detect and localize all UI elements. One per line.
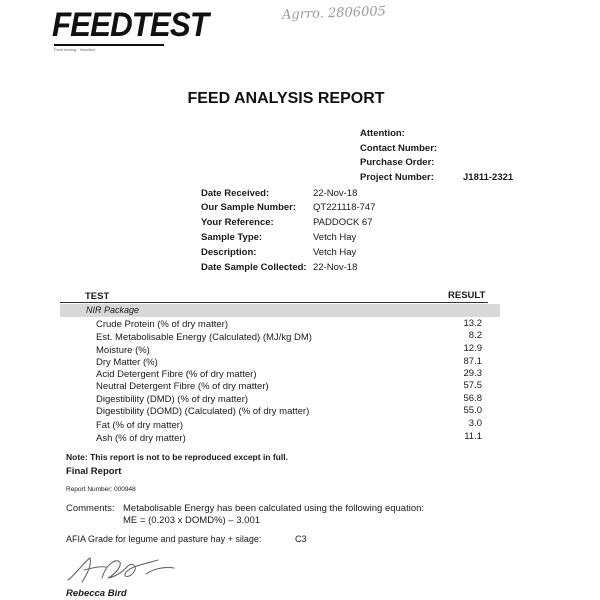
table-row-result: 87.1 xyxy=(463,356,482,367)
logo-underline xyxy=(54,44,164,46)
your-reference-label: Your Reference: xyxy=(201,217,274,228)
table-row-test: Digestibility (DMD) (% of dry matter) xyxy=(96,394,249,405)
table-row-test: Ash (% of dry matter) xyxy=(96,433,186,444)
table-row-test: Neutral Detergent Fibre (% of dry matter) xyxy=(96,381,269,392)
result-column-header: RESULT xyxy=(448,290,486,301)
sample-number-label: Our Sample Number: xyxy=(201,202,297,213)
date-received-label: Date Received: xyxy=(201,188,270,199)
contact-number-label: Contact Number: xyxy=(360,143,438,154)
purchase-order-label: Purchase Order: xyxy=(360,157,435,168)
date-collected-label: Date Sample Collected: xyxy=(201,262,307,273)
table-row-result: 11.1 xyxy=(464,431,482,442)
table-row-result: 57.5 xyxy=(463,380,482,391)
attention-label: Attention: xyxy=(360,128,405,139)
table-row-test: Crude Protein (% of dry matter) xyxy=(96,319,228,330)
project-number-label: Project Number: xyxy=(360,172,434,183)
reproduction-note: Note: This report is not to be reproduced except in full. xyxy=(66,452,288,462)
handwritten-note: Agrro. 2806005 xyxy=(281,4,387,23)
table-row-result: 3.0 xyxy=(468,418,482,429)
table-row-result: 13.2 xyxy=(463,318,482,329)
table-row-test: Fat (% of dry matter) xyxy=(96,420,184,431)
report-title: FEED ANALYSIS REPORT xyxy=(187,90,385,107)
comments-line-2: ME = (0.203 x DOMD%) – 3.001 xyxy=(123,515,261,526)
table-row-test: Dry Matter (%) xyxy=(96,357,158,368)
feedtest-logo: FEEDTEST xyxy=(52,6,209,44)
logo-tagline: Feed testing · Hamilton xyxy=(54,47,96,52)
table-row-test: Est. Metabolisable Energy (Calculated) (MJ/kg DM) xyxy=(96,332,312,343)
sample-type-value: Vetch Hay xyxy=(313,232,357,243)
table-row-result: 8.2 xyxy=(468,330,482,341)
signature-image xyxy=(62,552,182,586)
table-row-result: 29.3 xyxy=(463,368,482,379)
test-column-header: TEST xyxy=(85,291,110,302)
afia-grade-label: AFIA Grade for legume and pasture hay + silage: xyxy=(66,534,262,544)
your-reference-value: PADDOCK 67 xyxy=(313,217,373,228)
report-number: Report Number: 000948 xyxy=(66,486,136,493)
sample-number-value: QT221118-747 xyxy=(313,202,376,213)
table-row-result: 56.8 xyxy=(463,393,482,404)
comments-label: Comments: xyxy=(66,503,115,514)
signatory-name: Rebecca Bird xyxy=(66,588,127,599)
nir-package-label: NIR Package xyxy=(86,305,140,315)
sample-type-label: Sample Type: xyxy=(201,232,263,243)
date-received-value: 22-Nov-18 xyxy=(313,188,358,199)
description-label: Description: xyxy=(201,247,257,258)
table-header-rule xyxy=(60,302,488,303)
table-row-result: 55.0 xyxy=(463,405,482,416)
afia-grade-value: C3 xyxy=(295,534,307,544)
table-row-test: Moisture (%) xyxy=(96,345,150,356)
table-row-test: Digestibility (DOMD) (Calculated) (% of dry matter) xyxy=(96,406,310,417)
date-collected-value: 22-Nov-18 xyxy=(313,262,358,273)
final-report-label: Final Report xyxy=(66,466,122,477)
comments-line-1: Metabolisable Energy has been calculated using the following equation: xyxy=(123,503,425,514)
description-value: Vetch Hay xyxy=(313,247,357,258)
table-row-test: Acid Detergent Fibre (% of dry matter) xyxy=(96,369,257,380)
project-number-value: J1811-2321 xyxy=(463,172,514,183)
table-row-result: 12.9 xyxy=(463,343,482,354)
